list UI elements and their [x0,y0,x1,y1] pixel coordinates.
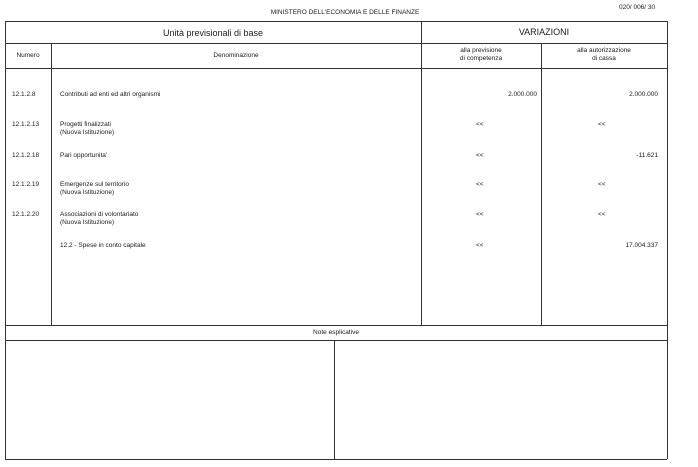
row-cassa: << [598,211,606,218]
col-denominazione: Denominazione [213,52,259,59]
row-denominazione-line2: (Nuova Istituzione) [60,219,115,226]
row-numero: 12.1.2.20 [12,211,40,218]
subtotal-previsione: << [476,242,484,249]
row-previsione: << [476,211,484,218]
row-denominazione [60,121,114,137]
row-previsione: << [476,152,484,159]
row-denominazione-line2: (Nuova Istituzione) [60,129,115,136]
row-numero: 12.1.2.19 [12,181,40,188]
notes-left-panel [6,341,333,458]
row-previsione: << [476,181,484,188]
row-numero: 12.1.2.8 [12,91,36,98]
col-cassa-line2: di cassa [592,55,616,62]
row-denominazione-line1: Progetti finalizzati [60,121,111,128]
variazioni-title: VARIAZIONI [518,27,570,37]
col-previsione-line1: alla previsione [460,47,502,54]
row-cassa: << [598,181,606,188]
upb-title: Unità previsionali di base [162,28,264,38]
row-numero: 12.1.2.13 [12,121,40,128]
notes-right-panel [335,341,666,458]
col-cassa [541,47,667,63]
page-code: 020/ 006/ 30 [619,4,656,11]
row-previsione: << [476,121,484,128]
notes-title: Note esplicative [313,329,359,336]
col-previsione [421,47,541,63]
row-cassa: -11.621 [636,152,658,159]
row-denominazione: Contributi ad enti ed altri organismi [60,91,161,98]
col-numero: Numero [16,52,40,59]
row-denominazione [60,181,129,197]
row-denominazione-line2: (Nuova Istituzione) [60,189,115,196]
row-previsione: 2.000.000 [508,91,537,98]
subtotal-cassa: 17.004.337 [625,242,658,249]
row-cassa: 2.000.000 [629,91,658,98]
row-cassa: << [598,121,606,128]
col-previsione-line2: di competenza [459,55,503,62]
row-denominazione-line1: Emergenze sul territorio [60,181,129,188]
row-denominazione: Pari opportunita' [60,152,108,159]
row-denominazione-line1: Associazioni di volontariato [60,211,139,218]
subtotal-label: 12.2 - Spese in conto capitale [60,242,146,249]
row-denominazione [60,211,138,227]
ministry-header: MINISTERO DELL'ECONOMIA E DELLE FINANZE [270,9,420,16]
col-cassa-line1: alla autorizzazione [577,47,631,54]
row-numero: 12.1.2.18 [12,152,40,159]
